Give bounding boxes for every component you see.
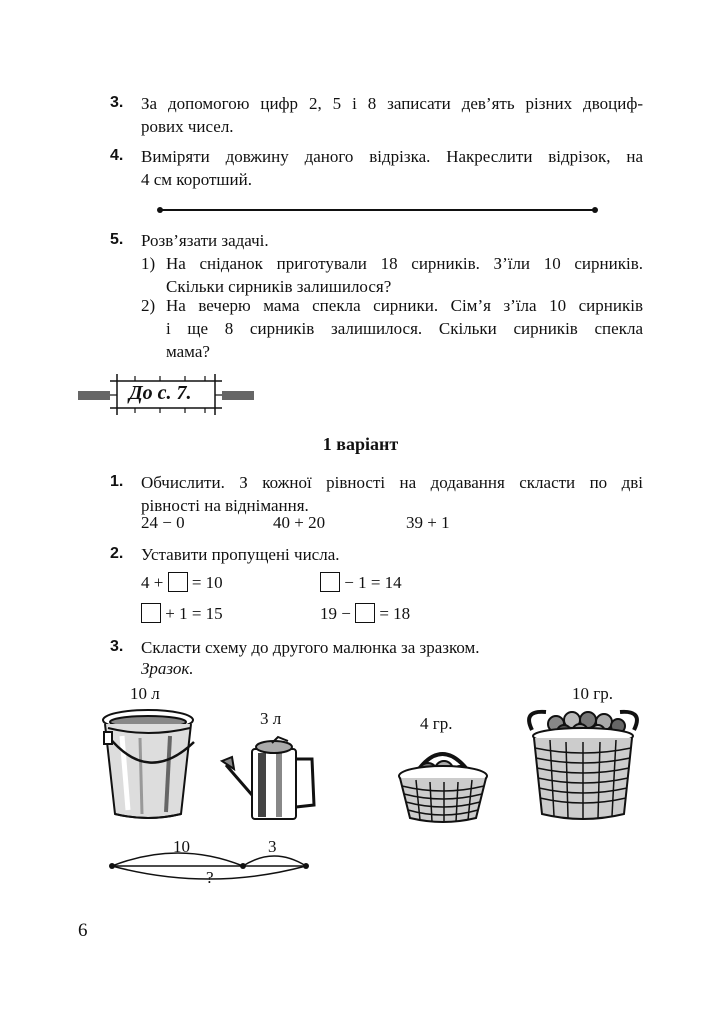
task-line: рівності на віднімання. [141, 496, 309, 515]
equation-right: = 10 [191, 573, 223, 592]
task-line: За допомогою цифр 2, 5 і 8 записати дев’ять різних двоциф- [141, 94, 643, 113]
scheme-part-b: 3 [268, 837, 277, 856]
variant-title: 1 варіант [322, 434, 399, 454]
equation-right: − 1 = 14 [344, 573, 402, 592]
subtask-text [166, 252, 643, 298]
task-number: 3. [110, 638, 124, 655]
task-number: 4. [110, 147, 124, 164]
sample-label: Зразок. [141, 659, 194, 678]
blank-box[interactable] [168, 572, 188, 592]
equation-left: 4 + [141, 573, 164, 592]
task-number: 2. [110, 545, 124, 562]
subtask-line: На сніданок приготували 18 сирників. З’їли 10 сирників. [166, 254, 643, 273]
expression: 40 + 20 [273, 513, 326, 532]
task-text [141, 471, 643, 517]
subtask-line: На вечерю мама спекла сирники. Сім’я з’їла 10 сирників [166, 296, 643, 315]
blank-box[interactable] [141, 603, 161, 623]
equation-left: 19 − [320, 604, 351, 623]
equation [141, 572, 223, 593]
expression: 39 + 1 [406, 513, 450, 532]
equation-right: + 1 = 15 [165, 604, 223, 623]
can-label: 3 л [260, 709, 282, 728]
task-line: рових чисел. [141, 117, 234, 136]
small-basket-label: 4 гр. [420, 714, 453, 733]
equation [141, 603, 223, 624]
bucket-label: 10 л [130, 684, 160, 703]
subtask-line: мама? [166, 342, 210, 361]
subtask-number: 1) [141, 254, 156, 273]
watering-can-image [222, 735, 322, 821]
big-basket-label: 10 гр. [572, 684, 613, 703]
task-line: Виміряти довжину даного відрізка. Накреслити відрізок, на [141, 147, 643, 166]
task-text [141, 92, 643, 138]
task-text: Уставити пропущені числа. [141, 545, 340, 564]
task-text: Скласти схему до другого малюнка за зразком. [141, 638, 480, 657]
subtask-number: 2) [141, 296, 156, 315]
equation-right: = 18 [379, 604, 411, 623]
scheme-total: ? [206, 868, 214, 887]
equation [320, 603, 410, 624]
blank-box[interactable] [320, 572, 340, 592]
bucket-image [100, 706, 200, 822]
big-basket-image [526, 704, 640, 824]
task-number: 3. [110, 94, 124, 111]
task-text [141, 145, 643, 191]
small-basket-image [396, 740, 490, 826]
expression: 24 − 0 [141, 513, 185, 532]
task-line: 4 см коротший. [141, 170, 252, 189]
subtask-line: Скільки сирників залишилося? [166, 277, 392, 296]
task-text: Розв’язати задачі. [141, 231, 269, 250]
subtask-text [166, 294, 643, 363]
task-number: 5. [110, 231, 124, 248]
task-number: 1. [110, 473, 124, 490]
section-label: До с. 7. [129, 382, 192, 404]
blank-box[interactable] [355, 603, 375, 623]
scheme-part-a: 10 [173, 837, 190, 856]
equation [320, 572, 402, 593]
page-number: 6 [78, 920, 88, 941]
task-line: Обчислити. З кожної рівності на додавання скласти по дві [141, 473, 643, 492]
subtask-line: і ще 8 сирників залишилося. Скільки сирників спекла [166, 319, 643, 338]
